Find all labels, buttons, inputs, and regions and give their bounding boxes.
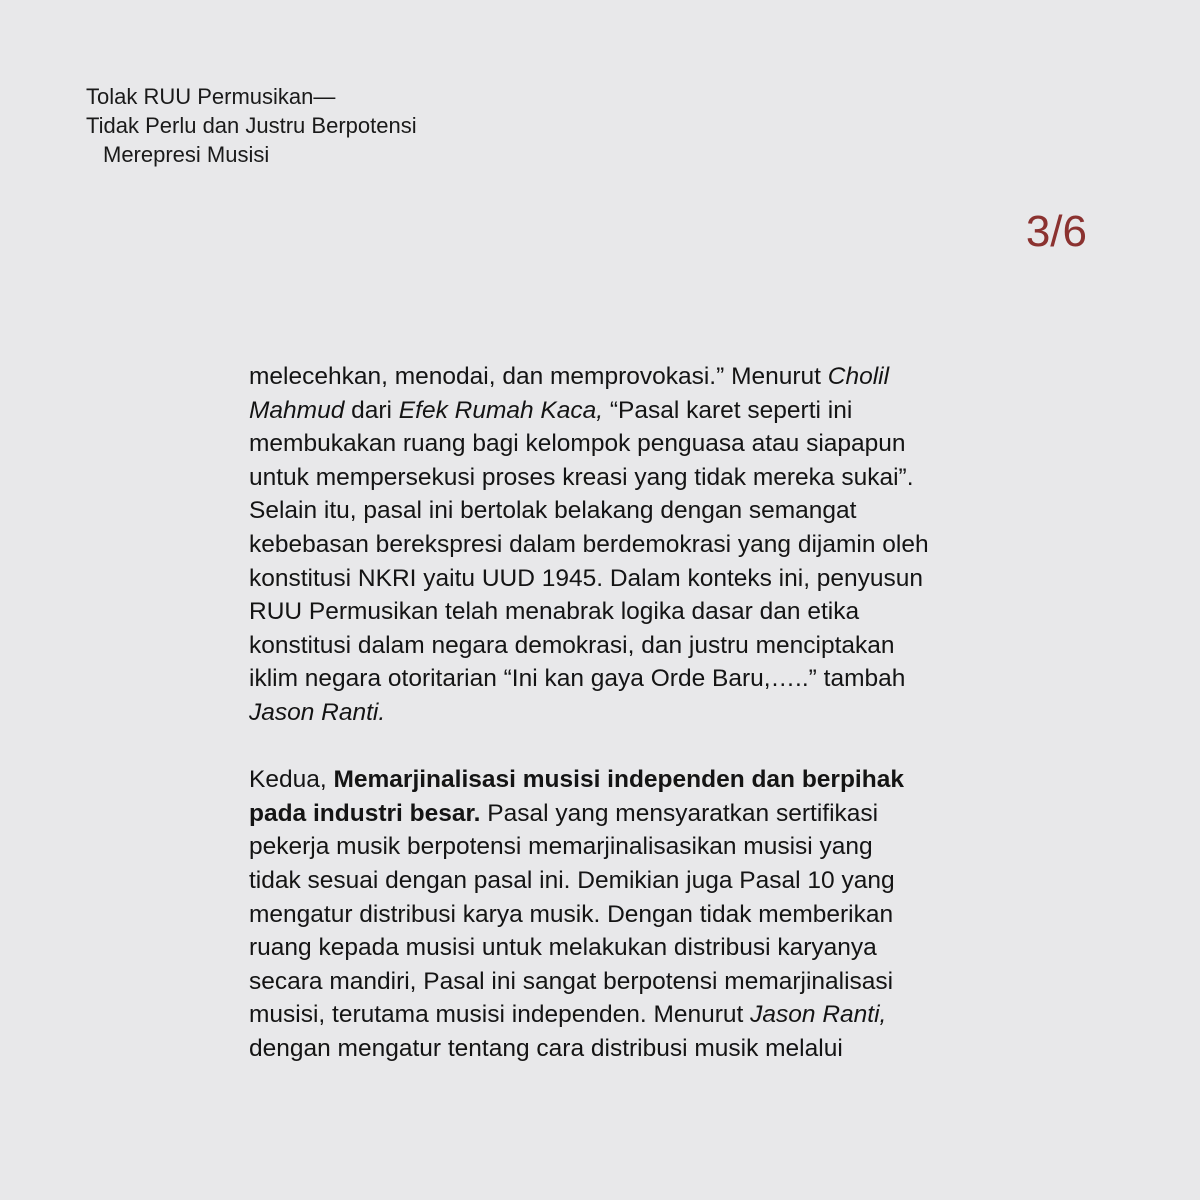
- paragraph-1: [249, 360, 1089, 730]
- header-title-line-1: Tolak RUU Permusikan—: [86, 84, 336, 109]
- text-span: musisi, terutama musisi independen. Menurut: [249, 1001, 751, 1029]
- header-title-line-3: Merepresi Musisi: [103, 142, 270, 167]
- band-name: Efek Rumah Kaca,: [398, 396, 604, 424]
- text-span: dari: [344, 396, 399, 424]
- text-line: kebebasan berekspresi dalam berdemokrasi yang dijamin oleh: [249, 530, 929, 558]
- text-span: Pasal yang mensyaratkan sertifikasi: [480, 799, 879, 827]
- person-name: Cholil: [827, 363, 890, 390]
- text-line: [249, 797, 1089, 831]
- header-title-line-2: Tidak Perlu dan Justru Berpotensi: [86, 113, 417, 138]
- person-name: Jason Ranti.: [249, 698, 386, 726]
- text-line: [249, 998, 1089, 1032]
- text-span: “Pasal karet seperti ini: [603, 396, 853, 424]
- page-indicator: 3/6: [1025, 207, 1087, 256]
- text-line: iklim negara otoritarian “Ini kan gaya Orde Baru,…..” tambah: [249, 665, 906, 693]
- text-line: tidak sesuai dengan pasal ini. Demikian juga Pasal 10 yang: [249, 866, 895, 894]
- text-line: [249, 763, 1089, 797]
- person-name: Mahmud: [249, 396, 345, 424]
- text-line: secara mandiri, Pasal ini sangat berpotensi memarjinalisasi: [249, 967, 894, 995]
- text-line: membukakan ruang bagi kelompok penguasa atau siapapun: [249, 430, 906, 458]
- body-text: [249, 360, 1089, 1065]
- text-line: konstitusi dalam negara demokrasi, dan justru menciptakan: [249, 631, 895, 659]
- bold-heading: Memarjinalisasi musisi independen dan berpihak: [333, 766, 904, 794]
- text-span: Kedua,: [249, 766, 334, 794]
- text-line: mengatur distribusi karya musik. Dengan tidak memberikan: [249, 900, 894, 928]
- text-line: untuk mempersekusi proses kreasi yang tidak mereka sukai”.: [249, 463, 914, 491]
- text-line: dengan mengatur tentang cara distribusi musik melalui: [249, 1034, 843, 1062]
- text-line: [249, 360, 1089, 394]
- text-line: konstitusi NKRI yaitu UUD 1945. Dalam konteks ini, penyusun: [249, 564, 924, 592]
- text-line: RUU Permusikan telah menabrak logika dasar dan etika: [249, 598, 860, 626]
- paragraph-spacer: [249, 730, 1089, 764]
- text-line: [249, 696, 1089, 730]
- text-line: pekerja musik berpotensi memarjinalisasikan musisi yang: [249, 833, 873, 861]
- text-line: ruang kepada musisi untuk melakukan distribusi karyanya: [249, 934, 877, 962]
- document-header: [86, 82, 417, 169]
- bold-heading: pada industri besar.: [249, 799, 481, 827]
- text-line: Selain itu, pasal ini bertolak belakang dengan semangat: [249, 497, 857, 525]
- paragraph-2: [249, 763, 1089, 1065]
- text-line: [249, 394, 1089, 428]
- person-name: Jason Ranti,: [750, 1001, 887, 1029]
- text-span: melecehkan, menodai, dan memprovokasi.” Menurut: [249, 363, 828, 390]
